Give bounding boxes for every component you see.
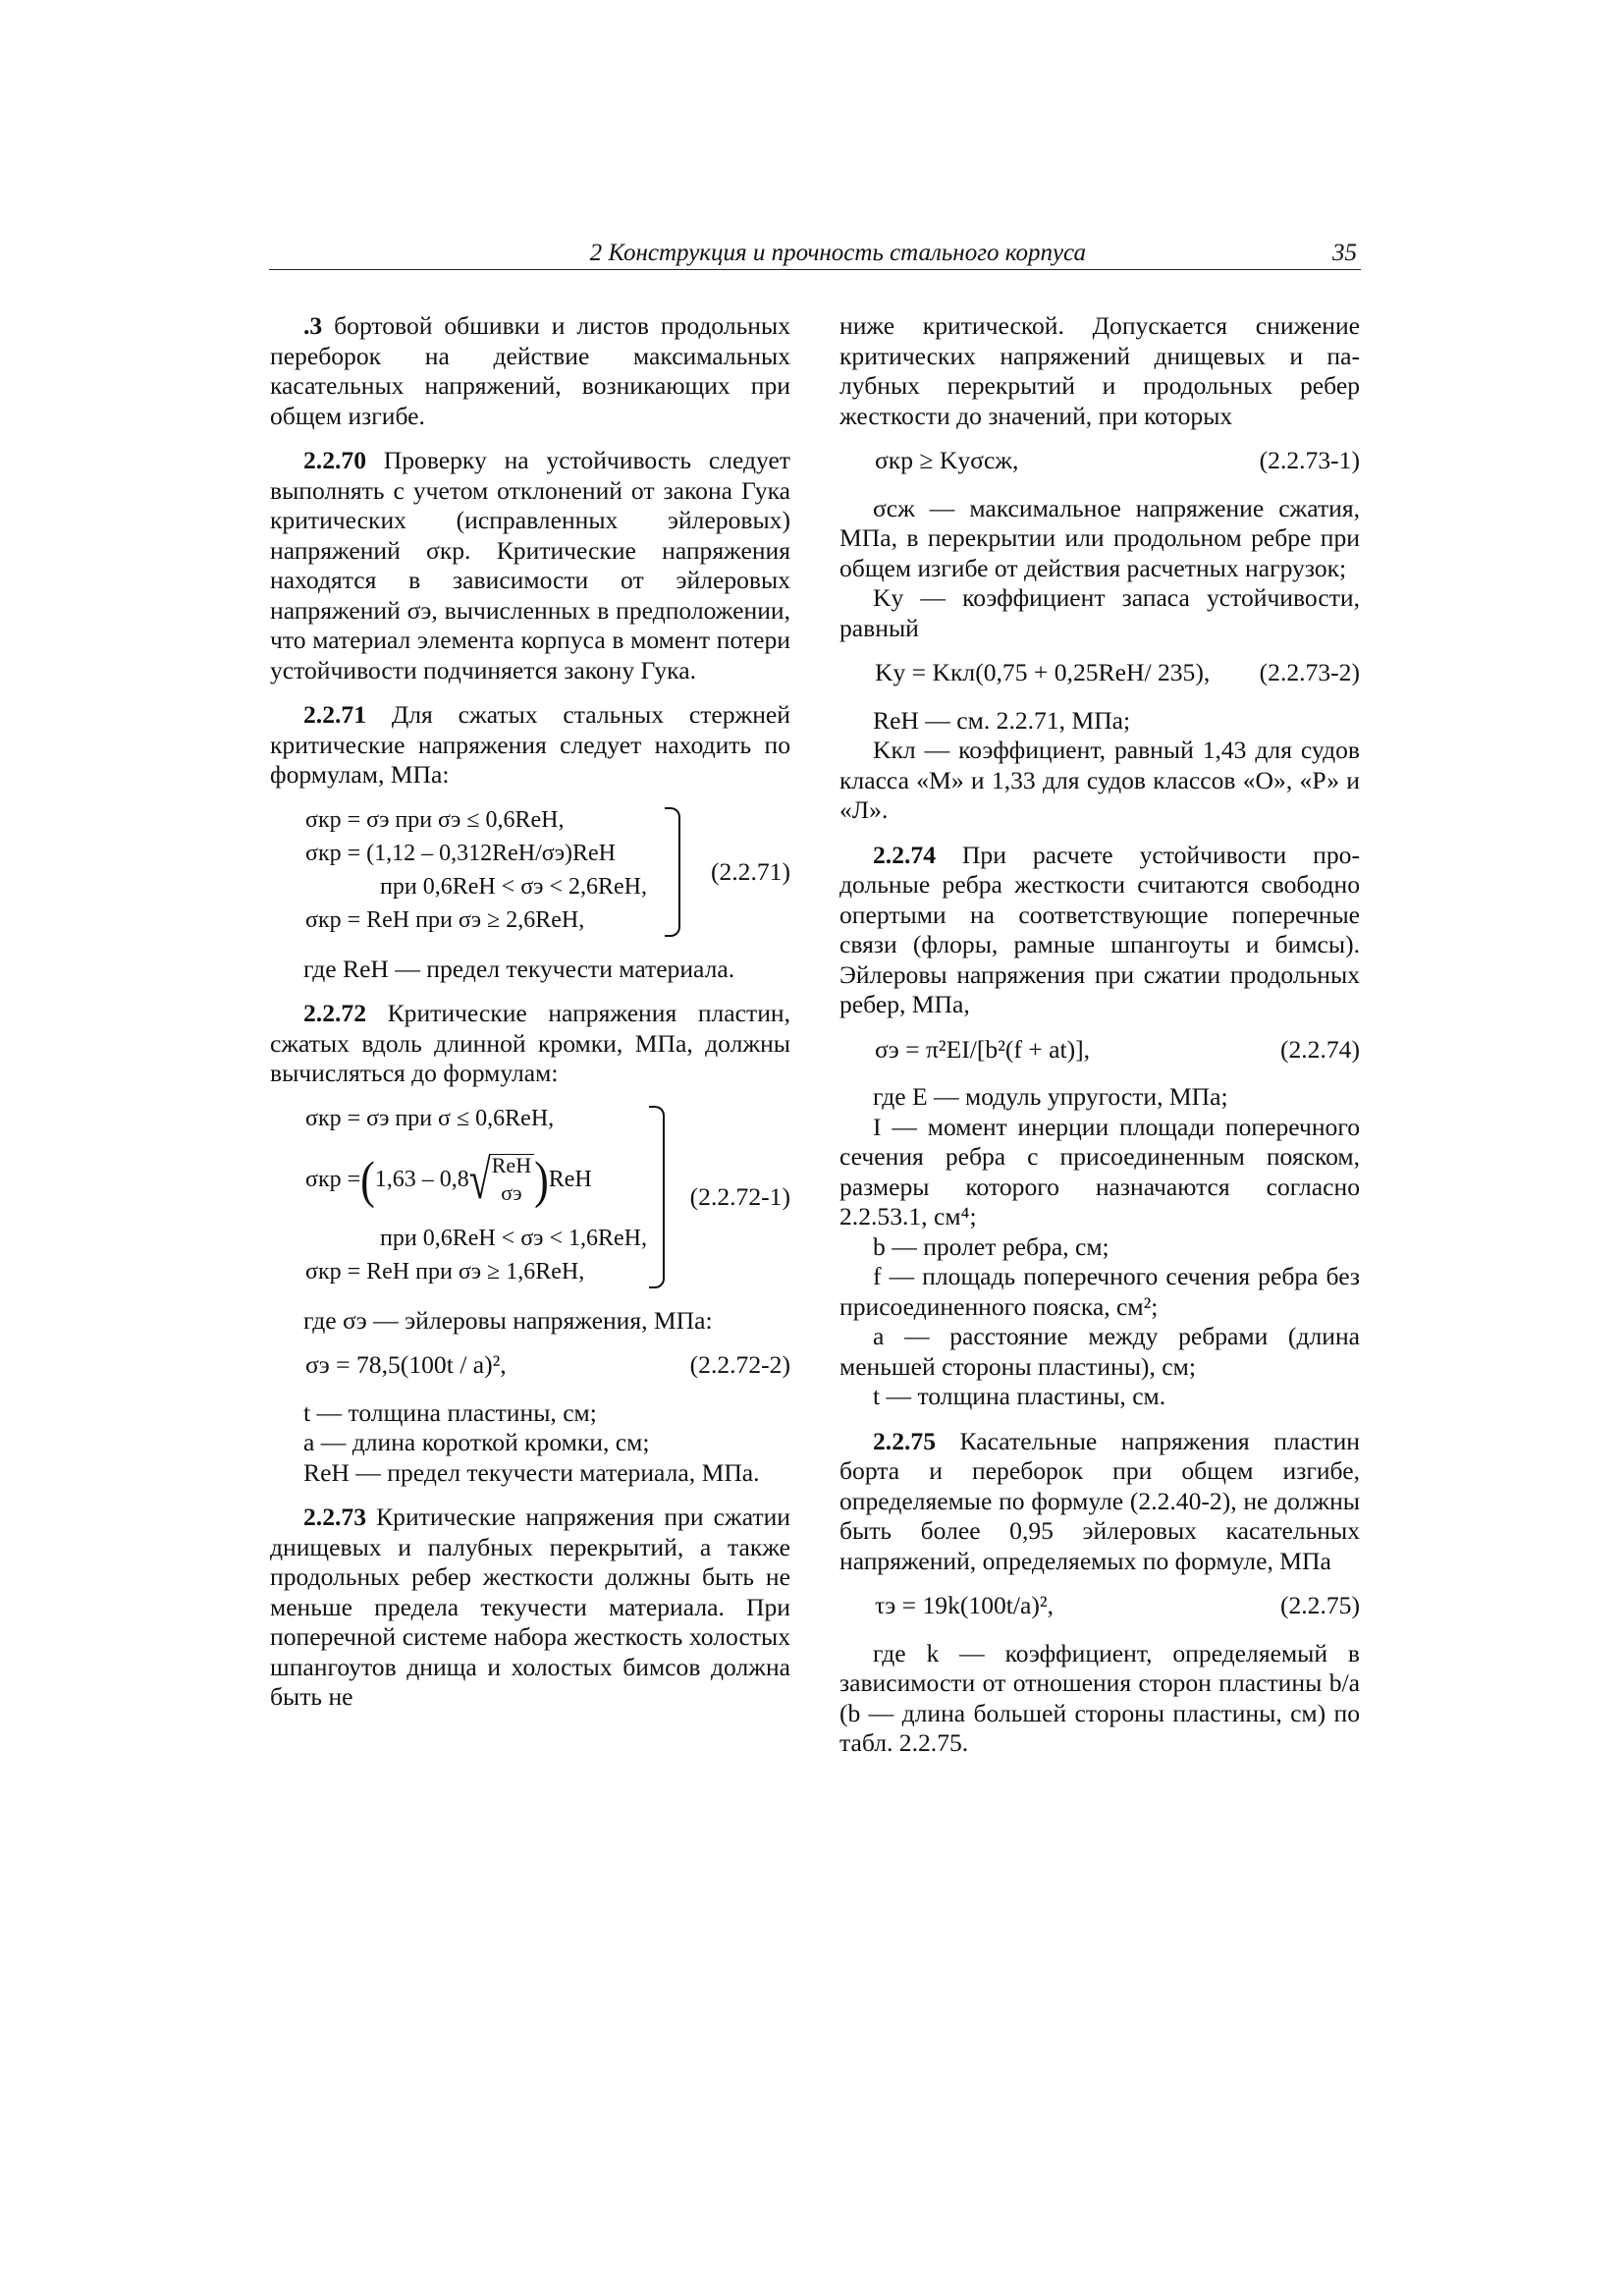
clause-number: 2.2.72: [303, 999, 366, 1027]
paragraph-2-2-71: 2.2.71 Для сжатых стальных стержней критические напряжения следует находить по формулам, МПа:: [270, 700, 790, 789]
right-brace: [649, 1106, 665, 1288]
clause-number: 2.2.75: [873, 1426, 936, 1455]
equation-row: при 0,6ReH < σэ < 1,6ReH,: [380, 1225, 647, 1251]
formula: τэ = 19k(100t/a)²,: [875, 1591, 1054, 1619]
formula: σэ = π²EI/[b²(f + at)],: [875, 1034, 1091, 1064]
equation-2-2-73-1: [839, 446, 1360, 476]
equation-row-sqrt: σкр = ( 1,63 – 0,8 √ ReH σэ ) ReH: [305, 1148, 592, 1211]
definition-reh-2: ReH — предел текучести материала, МПа.: [303, 1457, 760, 1487]
formula: σэ = 78,5(100t / a)²,: [305, 1350, 507, 1379]
equation-2-2-71: [270, 805, 790, 939]
equation-number: (2.2.73-1): [1259, 446, 1360, 474]
equation-number: (2.2.74): [1279, 1034, 1360, 1064]
definition-a: a — расстояние между ребрами (длина меньшей стороны пластины), см;: [839, 1322, 1360, 1381]
equation-number: (2.2.73-2): [1259, 658, 1360, 686]
definition-t: t — толщина пластины, см;: [303, 1397, 597, 1427]
definition-ky: Kу — коэффициент запаса устойчивости, равный: [839, 583, 1360, 642]
equation-number: (2.2.72-1): [689, 1181, 790, 1211]
equation-row: σкр = σэ при σэ ≤ 0,6ReH,: [305, 806, 565, 833]
definition-kkl: Kкл — коэффициент, равный 1,43 для судов класса «М» и 1,33 для судов классов «О», «Р» и «Л».: [839, 736, 1360, 824]
definition-t: t — толщина пластины, см.: [873, 1382, 1166, 1410]
definition-sigma-sj: σсж — максимальное напряжение сжатия, МПа, в перекрытии или продольном ребре при общем изгибе от действия расчетных нагрузок;: [839, 493, 1360, 582]
formula: σкр ≥ Kуσсж,: [875, 446, 1019, 474]
equation-2-2-74: [839, 1035, 1360, 1066]
paragraph-2-2-74: 2.2.74 При расчете устойчивости продольные ребра жесткости считаются свободно опертыми на соответствующие поперечные связи (флоры, рамные шпангоуты и бимсы). Эйлеровы напряжения при сжатии продольных ребер, МПа,: [839, 840, 1360, 1018]
right-brace: [665, 807, 680, 937]
page-number: 35: [1332, 240, 1357, 266]
equation-2-2-72-2: [270, 1350, 790, 1381]
paragraph-2-2-72: 2.2.72 Критические напряжения пластин, сжатых вдоль длинной кромки, МПа, должны вычисляться до формулам:: [270, 999, 790, 1087]
running-header: [269, 240, 1361, 270]
equation-row: σкр = σэ при σ ≤ 0,6ReH,: [305, 1105, 555, 1131]
clause-number: 2.2.71: [303, 700, 366, 729]
paragraph-2-2-75: 2.2.75 Касательные напряжения пластин борта и переборок при общем изгибе, определяемые по формуле (2.2.40-2), не должны быть более 0,95 эйлеровых касательных напряжений, определяемых по формуле, МПа: [839, 1426, 1360, 1575]
radical-icon: √: [468, 1148, 491, 1211]
paragraph-continuation: ниже критической. Допускается снижение критических напряжений днищевых и палубных перекрытий и продольных ребер жесткости до значений, при которых: [839, 311, 1360, 430]
paragraph-item-3: .3 бортовой обшивки и листов продольных переборок на действие максимальных касательных напряжений, возникающих при общем изгибе.: [270, 311, 790, 430]
equation-2-2-73-2: [839, 658, 1360, 688]
definition-i: I — момент инерции площади поперечного сечения ребра с присоединенным пояском, размеры которого назначаются согласно 2.2.53.1, см⁴;: [839, 1112, 1360, 1230]
definition-b: b — пролет ребра, см;: [873, 1231, 1109, 1261]
definition-e: где E — модуль упругости, МПа;: [873, 1082, 1228, 1111]
right-paren: ): [534, 1150, 549, 1209]
paragraph-2-2-73: 2.2.73 Критические напряжения при сжатии днищевых и палубных перекрытий, а также продольных ребер жесткости должны быть не меньше предела текучести материала. При поперечной системе набора жесткость холостых шпангоутов днища и холостых бимсов должна быть не: [270, 1503, 790, 1711]
equation-row: σкр = ReH при σэ ≥ 1,6ReH,: [305, 1258, 585, 1285]
definition-k: где k — коэффициент, определяемый в зависимости от отношения сторон пластины b/a (b — длина большей стороны пластины, см) по табл. 2.2.75.: [839, 1638, 1360, 1757]
equation-2-2-75: [839, 1591, 1360, 1621]
equation-number: (2.2.75): [1279, 1591, 1360, 1619]
definition-sigma-e: где σэ — эйлеровы напряжения, МПа:: [303, 1305, 713, 1335]
clause-number: 2.2.74: [873, 840, 936, 869]
equation-number: (2.2.71): [710, 856, 790, 886]
square-root: [468, 1148, 534, 1211]
section-title: 2 Конструкция и прочность стального корпуса: [589, 240, 1086, 266]
definition-a: a — длина короткой кромки, см;: [303, 1428, 650, 1456]
clause-number: 2.2.70: [303, 446, 366, 474]
equation-2-2-72-1: [270, 1104, 790, 1290]
definition-reh: ReH — см. 2.2.71, МПа;: [873, 705, 1131, 735]
clause-number: 2.2.73: [303, 1503, 366, 1531]
fraction: ReH σэ: [489, 1154, 534, 1206]
equation-number: (2.2.72-2): [689, 1350, 790, 1379]
equation-row: при 0,6ReH < σэ < 2,6ReH,: [380, 873, 647, 900]
formula: Kу = Kкл(0,75 + 0,25ReH/ 235),: [875, 658, 1211, 686]
left-paren: (: [360, 1150, 375, 1209]
equation-row: σкр = ReH при σэ ≥ 2,6ReH,: [305, 906, 585, 933]
left-column: [270, 311, 790, 1727]
definition-f: f — площадь поперечного сечения ребра без присоединенного пояска, см²;: [839, 1262, 1360, 1321]
definition-reh: где ReH — предел текучести материала.: [303, 954, 735, 983]
right-column: [839, 311, 1360, 1774]
paragraph-2-2-70: 2.2.70 Проверку на устойчивость следует выполнять с учетом отклонений от закона Гука критических (исправленных эйлеровых) напряжений σкр. Критические напряжения находятся в зависимости от эйлеровых напряжений σэ, вычисленных в предположении, что материал элемента корпуса в момент потери устойчивости подчиняется закону Гука.: [270, 446, 790, 684]
equation-row: σкр = (1,12 – 0,312ReH/σэ)ReH: [305, 840, 617, 866]
